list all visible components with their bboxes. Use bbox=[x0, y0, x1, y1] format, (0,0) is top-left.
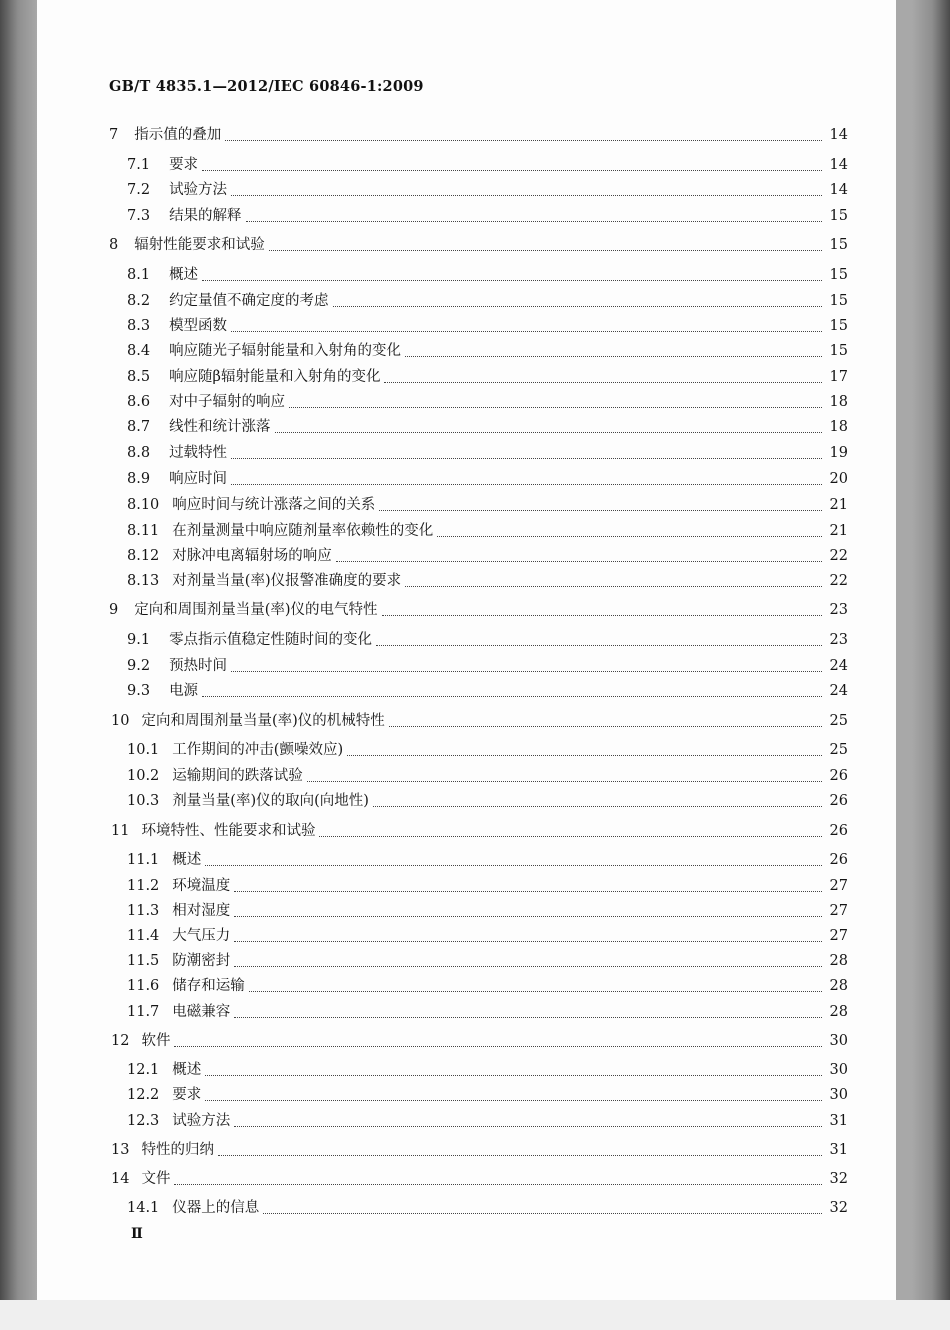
toc-entry[interactable] bbox=[127, 468, 848, 490]
toc-page-number: 32 bbox=[829, 1200, 848, 1216]
toc-section-number: 8.4 bbox=[127, 343, 151, 359]
toc-page-number: 20 bbox=[829, 471, 848, 487]
toc-section-title: 响应时间与统计涨落之间的关系 bbox=[172, 497, 376, 513]
toc-section-number: 11.5 bbox=[127, 953, 160, 969]
toc-entry[interactable] bbox=[109, 599, 848, 621]
toc-entry[interactable] bbox=[127, 629, 848, 651]
toc-section-title: 定向和周围剂量当量(率)仪的机械特性 bbox=[141, 713, 385, 729]
toc-section-number: 9.2 bbox=[127, 658, 151, 674]
toc-page-number: 26 bbox=[829, 768, 848, 784]
toc-dot-leader bbox=[205, 1100, 822, 1101]
toc-section-title: 环境特性、性能要求和试验 bbox=[141, 823, 316, 839]
toc-section-title: 仪器上的信息 bbox=[172, 1200, 260, 1216]
toc-page-number: 26 bbox=[829, 852, 848, 868]
toc-page-number: 28 bbox=[829, 953, 848, 969]
toc-entry[interactable] bbox=[127, 950, 848, 972]
toc-page-number: 21 bbox=[829, 497, 848, 513]
toc-section-title: 响应随光子辐射能量和入射角的变化 bbox=[169, 343, 402, 359]
toc-section-title: 概述 bbox=[169, 267, 199, 283]
toc-section-number: 8.13 bbox=[127, 573, 160, 589]
toc-dot-leader bbox=[384, 382, 822, 383]
toc-section-number: 13 bbox=[111, 1142, 130, 1158]
toc-dot-leader bbox=[174, 1184, 822, 1185]
toc-page-number: 14 bbox=[829, 182, 848, 198]
toc-dot-leader bbox=[263, 1213, 822, 1214]
toc-section-number: 7.2 bbox=[127, 182, 151, 198]
toc-dot-leader bbox=[246, 221, 822, 222]
toc-page-number: 14 bbox=[829, 127, 848, 143]
toc-section-number: 8.1 bbox=[127, 267, 151, 283]
toc-entry[interactable] bbox=[127, 680, 848, 702]
toc-entry[interactable] bbox=[127, 975, 848, 997]
toc-entry[interactable] bbox=[127, 391, 848, 413]
toc-section-title: 预热时间 bbox=[169, 658, 228, 674]
toc-section-number: 11.4 bbox=[127, 928, 160, 944]
toc-section-title: 定向和周围剂量当量(率)仪的电气特性 bbox=[134, 602, 378, 618]
toc-entry[interactable] bbox=[127, 1059, 848, 1081]
toc-entry[interactable] bbox=[127, 900, 848, 922]
toc-dot-leader bbox=[234, 916, 822, 917]
toc-section-number: 10.2 bbox=[127, 768, 160, 784]
toc-section-title: 工作期间的冲击(颤噪效应) bbox=[172, 742, 344, 758]
toc-entry[interactable] bbox=[127, 570, 848, 592]
toc-page-number: 17 bbox=[829, 369, 848, 385]
toc-section-number: 9 bbox=[109, 602, 119, 618]
toc-section-title: 过载特性 bbox=[169, 445, 228, 461]
toc-section-title: 要求 bbox=[169, 157, 199, 173]
toc-entry[interactable] bbox=[127, 545, 848, 567]
toc-entry[interactable] bbox=[127, 1110, 848, 1132]
toc-entry[interactable] bbox=[127, 520, 848, 542]
toc-entry[interactable] bbox=[127, 1084, 848, 1106]
toc-section-title: 电源 bbox=[169, 683, 199, 699]
toc-section-title: 运输期间的跌落试验 bbox=[172, 768, 303, 784]
toc-section-title: 大气压力 bbox=[172, 928, 231, 944]
toc-dot-leader bbox=[347, 755, 822, 756]
toc-dot-leader bbox=[333, 306, 822, 307]
toc-section-title: 对剂量当量(率)仪报警准确度的要求 bbox=[172, 573, 402, 589]
toc-entry[interactable] bbox=[127, 849, 848, 871]
toc-dot-leader bbox=[234, 1017, 822, 1018]
toc-page-number: 30 bbox=[829, 1087, 848, 1103]
toc-section-number: 12.2 bbox=[127, 1087, 160, 1103]
toc-section-number: 8.9 bbox=[127, 471, 151, 487]
toc-section-title: 环境温度 bbox=[172, 878, 231, 894]
toc-page-number: 27 bbox=[829, 928, 848, 944]
toc-section-number: 10.1 bbox=[127, 742, 160, 758]
toc-dot-leader bbox=[231, 195, 822, 196]
toc-section-number: 11.3 bbox=[127, 903, 160, 919]
toc-dot-leader bbox=[234, 1126, 822, 1127]
toc-dot-leader bbox=[234, 891, 822, 892]
toc-page-number: 18 bbox=[829, 419, 848, 435]
toc-section-title: 响应随β辐射能量和入射角的变化 bbox=[169, 369, 381, 385]
toc-dot-leader bbox=[405, 356, 822, 357]
toc-section-number: 14 bbox=[111, 1171, 130, 1187]
toc-section-number: 12 bbox=[111, 1033, 130, 1049]
toc-dot-leader bbox=[379, 510, 822, 511]
toc-section-title: 试验方法 bbox=[169, 182, 228, 198]
toc-dot-leader bbox=[319, 836, 822, 837]
toc-section-number: 8.5 bbox=[127, 369, 151, 385]
toc-dot-leader bbox=[234, 941, 822, 942]
toc-section-number: 8.8 bbox=[127, 445, 151, 461]
toc-page-number: 22 bbox=[829, 573, 848, 589]
toc-dot-leader bbox=[218, 1155, 822, 1156]
toc-entry[interactable] bbox=[127, 442, 848, 464]
page-number: Ⅱ bbox=[131, 1226, 143, 1242]
toc-entry[interactable] bbox=[127, 366, 848, 388]
toc-entry[interactable] bbox=[127, 205, 848, 227]
toc-section-title: 约定量值不确定度的考虑 bbox=[169, 293, 329, 309]
standard-header: GB/T 4835.1—2012/IEC 60846-1:2009 bbox=[109, 78, 424, 95]
toc-dot-leader bbox=[389, 726, 822, 727]
toc-page-number: 24 bbox=[829, 683, 848, 699]
toc-entry[interactable] bbox=[127, 875, 848, 897]
toc-section-title: 对脉冲电离辐射场的响应 bbox=[172, 548, 332, 564]
toc-page-number: 14 bbox=[829, 157, 848, 173]
toc-page-number: 25 bbox=[829, 742, 848, 758]
toc-entry[interactable] bbox=[109, 234, 848, 256]
toc-entry[interactable] bbox=[111, 710, 848, 732]
toc-entry[interactable] bbox=[127, 1001, 848, 1023]
toc-section-title: 要求 bbox=[172, 1087, 202, 1103]
toc-entry[interactable] bbox=[127, 416, 848, 438]
toc-entry[interactable] bbox=[127, 494, 848, 516]
toc-section-number: 11.1 bbox=[127, 852, 160, 868]
toc-section-title: 概述 bbox=[172, 852, 202, 868]
toc-page-number: 28 bbox=[829, 978, 848, 994]
toc-section-number: 8.6 bbox=[127, 394, 151, 410]
toc-section-number: 12.1 bbox=[127, 1062, 160, 1078]
toc-dot-leader bbox=[234, 966, 822, 967]
toc-dot-leader bbox=[202, 280, 822, 281]
toc-section-title: 零点指示值稳定性随时间的变化 bbox=[169, 632, 373, 648]
toc-entry[interactable] bbox=[127, 765, 848, 787]
toc-page-number: 19 bbox=[829, 445, 848, 461]
toc-section-number: 11 bbox=[111, 823, 130, 839]
toc-entry[interactable] bbox=[127, 154, 848, 176]
toc-dot-leader bbox=[307, 781, 822, 782]
toc-dot-leader bbox=[174, 1046, 822, 1047]
toc-page-number: 23 bbox=[829, 602, 848, 618]
toc-entry[interactable] bbox=[111, 1168, 848, 1190]
toc-entry[interactable] bbox=[127, 264, 848, 286]
toc-section-title: 特性的归纳 bbox=[141, 1142, 214, 1158]
toc-section-number: 8 bbox=[109, 237, 119, 253]
toc-entry[interactable] bbox=[111, 1139, 848, 1161]
toc-dot-leader bbox=[202, 696, 822, 697]
toc-page-number: 24 bbox=[829, 658, 848, 674]
toc-dot-leader bbox=[382, 615, 822, 616]
toc-section-number: 12.3 bbox=[127, 1113, 160, 1129]
toc-section-title: 响应时间 bbox=[169, 471, 228, 487]
toc-section-title: 对中子辐射的响应 bbox=[169, 394, 286, 410]
toc-section-title: 指示值的叠加 bbox=[134, 127, 222, 143]
toc-section-number: 8.3 bbox=[127, 318, 151, 334]
bottom-margin bbox=[0, 1300, 950, 1330]
toc-entry[interactable] bbox=[127, 925, 848, 947]
toc-section-title: 相对湿度 bbox=[172, 903, 231, 919]
toc-section-number: 7.3 bbox=[127, 208, 151, 224]
toc-page-number: 18 bbox=[829, 394, 848, 410]
toc-page-number: 15 bbox=[829, 208, 848, 224]
toc-section-number: 9.3 bbox=[127, 683, 151, 699]
toc-section-number: 7 bbox=[109, 127, 119, 143]
toc-page-number: 30 bbox=[829, 1033, 848, 1049]
toc-dot-leader bbox=[249, 991, 822, 992]
toc-dot-leader bbox=[275, 432, 822, 433]
toc-entry[interactable] bbox=[127, 315, 848, 337]
toc-page-number: 21 bbox=[829, 523, 848, 539]
toc-page-number: 31 bbox=[829, 1142, 848, 1158]
toc-dot-leader bbox=[405, 586, 822, 587]
toc-dot-leader bbox=[231, 458, 822, 459]
toc-dot-leader bbox=[205, 865, 822, 866]
toc-section-title: 防潮密封 bbox=[172, 953, 231, 969]
toc-entry[interactable] bbox=[127, 1197, 848, 1219]
toc-section-title: 储存和运输 bbox=[172, 978, 245, 994]
toc-page-number: 30 bbox=[829, 1062, 848, 1078]
toc-page-number: 15 bbox=[829, 343, 848, 359]
toc-page-number: 25 bbox=[829, 713, 848, 729]
toc-dot-leader bbox=[225, 140, 822, 141]
toc-dot-leader bbox=[231, 484, 822, 485]
toc-section-title: 线性和统计涨落 bbox=[169, 419, 271, 435]
toc-page-number: 26 bbox=[829, 793, 848, 809]
toc-entry[interactable] bbox=[127, 790, 848, 812]
toc-page-number: 27 bbox=[829, 903, 848, 919]
toc-entry[interactable] bbox=[127, 179, 848, 201]
toc-section-number: 8.12 bbox=[127, 548, 160, 564]
toc-section-number: 8.11 bbox=[127, 523, 160, 539]
toc-section-title: 剂量当量(率)仪的取向(向地性) bbox=[172, 793, 369, 809]
toc-page-number: 32 bbox=[829, 1171, 848, 1187]
toc-dot-leader bbox=[289, 407, 822, 408]
toc-section-title: 在剂量测量中响应随剂量率依赖性的变化 bbox=[172, 523, 434, 539]
toc-section-title: 辐射性能要求和试验 bbox=[134, 237, 265, 253]
toc-section-number: 8.7 bbox=[127, 419, 151, 435]
toc-section-number: 11.7 bbox=[127, 1004, 160, 1020]
toc-section-number: 10 bbox=[111, 713, 130, 729]
toc-section-number: 7.1 bbox=[127, 157, 151, 173]
toc-section-number: 8.10 bbox=[127, 497, 160, 513]
toc-section-title: 试验方法 bbox=[172, 1113, 231, 1129]
toc-dot-leader bbox=[205, 1075, 822, 1076]
toc-page-number: 23 bbox=[829, 632, 848, 648]
toc-dot-leader bbox=[376, 645, 822, 646]
toc-section-title: 结果的解释 bbox=[169, 208, 242, 224]
toc-section-number: 10.3 bbox=[127, 793, 160, 809]
toc-section-number: 11.2 bbox=[127, 878, 160, 894]
toc-entry[interactable] bbox=[109, 124, 848, 146]
toc-section-number: 9.1 bbox=[127, 632, 151, 648]
toc-section-title: 文件 bbox=[141, 1171, 171, 1187]
toc-dot-leader bbox=[336, 561, 822, 562]
toc-page-number: 26 bbox=[829, 823, 848, 839]
toc-section-title: 软件 bbox=[141, 1033, 171, 1049]
toc-page-number: 22 bbox=[829, 548, 848, 564]
toc-section-title: 电磁兼容 bbox=[172, 1004, 231, 1020]
toc-dot-leader bbox=[269, 250, 822, 251]
toc-dot-leader bbox=[231, 671, 822, 672]
toc-dot-leader bbox=[231, 331, 822, 332]
toc-section-number: 11.6 bbox=[127, 978, 160, 994]
toc-page-number: 27 bbox=[829, 878, 848, 894]
toc-page-number: 15 bbox=[829, 237, 848, 253]
toc-page-number: 31 bbox=[829, 1113, 848, 1129]
toc-section-title: 模型函数 bbox=[169, 318, 228, 334]
toc-page-number: 15 bbox=[829, 318, 848, 334]
toc-section-number: 8.2 bbox=[127, 293, 151, 309]
toc-entry[interactable] bbox=[111, 1030, 848, 1052]
toc-entry[interactable] bbox=[127, 739, 848, 761]
toc-page-number: 15 bbox=[829, 293, 848, 309]
toc-entry[interactable] bbox=[127, 340, 848, 362]
toc-dot-leader bbox=[373, 806, 822, 807]
toc-page-number: 15 bbox=[829, 267, 848, 283]
toc-section-number: 14.1 bbox=[127, 1200, 160, 1216]
toc-dot-leader bbox=[202, 170, 822, 171]
toc-entry[interactable] bbox=[127, 290, 848, 312]
toc-page-number: 28 bbox=[829, 1004, 848, 1020]
toc-entry[interactable] bbox=[111, 820, 848, 842]
toc-section-title: 概述 bbox=[172, 1062, 202, 1078]
toc-entry[interactable] bbox=[127, 655, 848, 677]
toc-dot-leader bbox=[437, 536, 822, 537]
